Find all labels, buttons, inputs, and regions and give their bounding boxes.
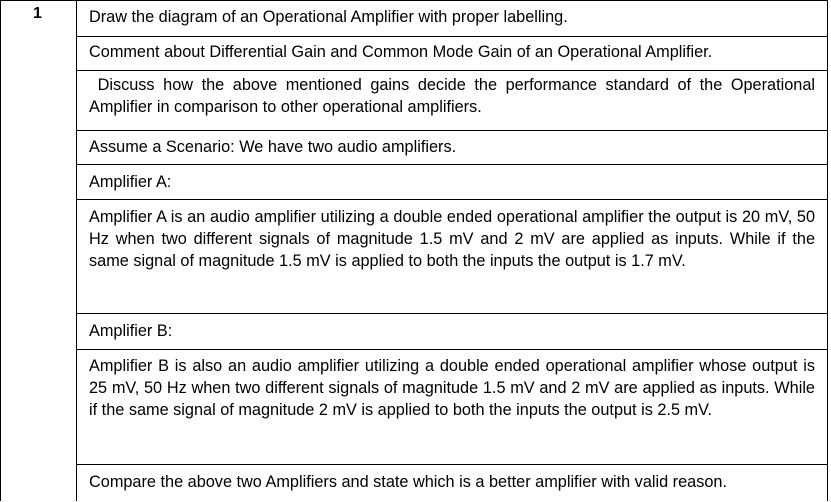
question-number: 1 (33, 5, 42, 22)
question-row-amplifier-b-description (77, 350, 827, 465)
question-text: Amplifier A is an audio amplifier utilizing a double ended operational amplifier the output is 20 mV, 50 Hz when two different signals of magnitude 1.5 mV and 2 mV are applied as inputs. While if the same signal of magnitude 1.5 mV is applied to both the inputs the output is 1.7 mV. (89, 208, 815, 270)
question-text: Assume a Scenario: We have two audio amplifiers. (89, 138, 457, 156)
question-text: Amplifier B is also an audio amplifier utilizing a double ended operational amplifier whose output is 25 mV, 50 Hz when two different signals of magnitude 1.5 mV and 2 mV are applied as inputs. While if the same signal of magnitude 2 mV is applied to both the inputs the output is 2.5 mV. (89, 357, 815, 419)
question-row-amplifier-b-heading (77, 314, 827, 350)
question-content-cell (77, 1, 827, 501)
question-row-amplifier-a-heading (77, 165, 827, 200)
question-text: Comment about Differential Gain and Common Mode Gain of an Operational Amplifier. (89, 43, 713, 61)
question-text: Draw the diagram of an Operational Amplifier with proper labelling. (89, 8, 568, 26)
question-row-scenario (77, 131, 827, 165)
question-number-cell (1, 1, 77, 501)
question-row-draw-diagram (77, 1, 827, 37)
question-text: Compare the above two Amplifiers and state which is a better amplifier with valid reason. (89, 473, 727, 491)
question-row-comment-gains (77, 37, 827, 71)
question-row-amplifier-a-description (77, 200, 827, 314)
question-text: Amplifier A: (89, 173, 172, 191)
question-text: Amplifier B: (89, 322, 173, 340)
question-row-discuss-performance (77, 71, 827, 131)
question-row-compare (77, 465, 827, 502)
question-text: Discuss how the above mentioned gains decide the performance standard of the Operational Amplifier in comparison to other operational amplifiers. (89, 76, 819, 116)
